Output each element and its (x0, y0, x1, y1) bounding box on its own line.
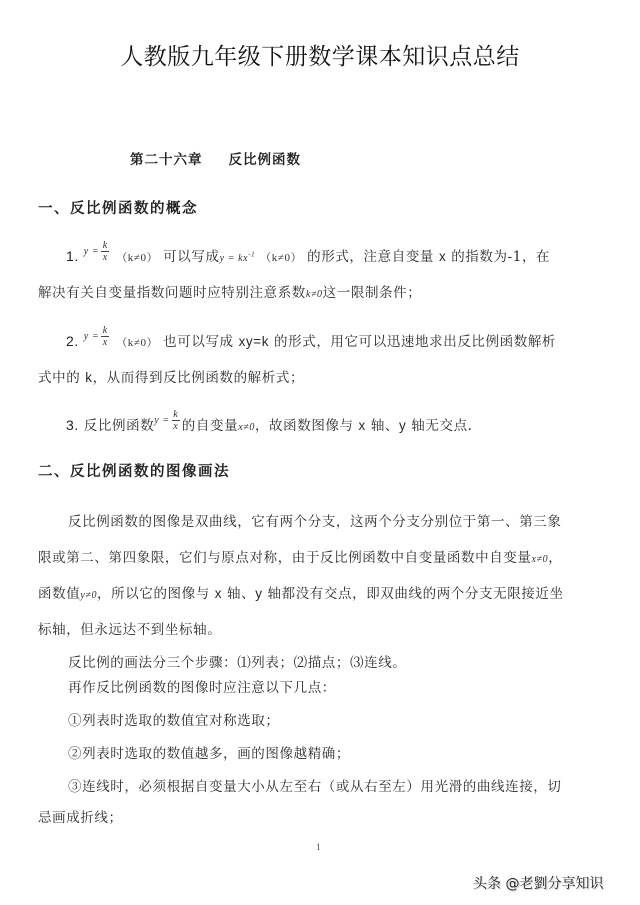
condition-k-nonzero: （k≠0） (116, 252, 159, 264)
graph-paragraph-line-1: 反比例函数的图像是双曲线，它有两个分支，这两个分支分别位于第一、第三象 (68, 514, 562, 530)
chapter-heading (130, 148, 301, 168)
note-item-3-continued: 忌画成折线； (38, 810, 123, 826)
watermark: 头条 @老劉分享知识 (473, 876, 604, 892)
formula-fraction-k-over-x: $\frac{k}{x}$ (102, 240, 108, 263)
chapter-name: 反比例函数 (228, 152, 301, 168)
concept-item-3: 3. 反比例函数$^{y =}$ $\frac{k}{x}$ 的自变量x≠0，故函数图像与 x 轴、y 轴无交点. (66, 409, 473, 434)
graph-paragraph-line-2: 限或第二、第四象限，它们与原点对称，由于反比例函数中自变量函数中自变量x≠0， (38, 550, 563, 566)
chapter-number: 第二十六章 (130, 152, 203, 168)
item-number: 1. (66, 248, 79, 264)
document-title: 人教版九年级下册数学课本知识点总结 (120, 44, 520, 70)
formula-fraction-k-over-x: $\frac{k}{x}$ (173, 409, 179, 432)
note-item-1: ①列表时选取的数值宜对称选取； (68, 713, 280, 729)
section-heading-concept: 一、反比例函数的概念 (38, 201, 198, 217)
section-heading-graph: 二、反比例函数的图像画法 (38, 464, 230, 480)
page-number: 1 (316, 842, 321, 852)
graph-paragraph-line-3: 函数值y≠0，所以它的图像与 x 轴、y 轴都没有交点，即双曲线的两个分支无限接近坐 (38, 586, 564, 602)
concept-item-1-line-2: 解决有关自变量指数问题时应特别注意系数k≠0这一限制条件； (38, 285, 422, 301)
formula-kx-inverse: $y = kx^{-1}$ (219, 250, 256, 264)
concept-item-2-line-1: 2. $^{y =}$ $\frac{k}{x}$ （k≠0） 也可以写成 xy=k 的形式，用它可以迅速地求出反比例函数解析 (66, 325, 557, 350)
drawing-steps: 反比例的画法分三个步骤：⑴列表；⑵描点；⑶连线。 (68, 655, 407, 671)
concept-item-1-line-1: 1. $^{y =}$ $\frac{k}{x}$ （k≠0） 可以写成$y = kx^{-1}$ （k≠0） 的形式，注意自变量 x 的指数为-1，在 (66, 240, 551, 265)
note-item-2: ②列表时选取的数值越多，画的图像越精确； (68, 746, 350, 762)
notes-intro: 再作反比例函数的图像时应注意以下几点： (68, 680, 336, 696)
concept-item-2-line-2: 式中的 k，从而得到反比例函数的解析式； (38, 370, 305, 386)
note-item-3: ③连线时，必须根据自变量大小从左至右（或从右至左）用光滑的曲线连接，切 (68, 779, 562, 795)
graph-paragraph-line-4: 标轴，但永远达不到坐标轴。 (38, 622, 222, 638)
formula-y-equals: y = (83, 246, 100, 257)
formula-fraction-k-over-x: $\frac{k}{x}$ (102, 325, 108, 348)
